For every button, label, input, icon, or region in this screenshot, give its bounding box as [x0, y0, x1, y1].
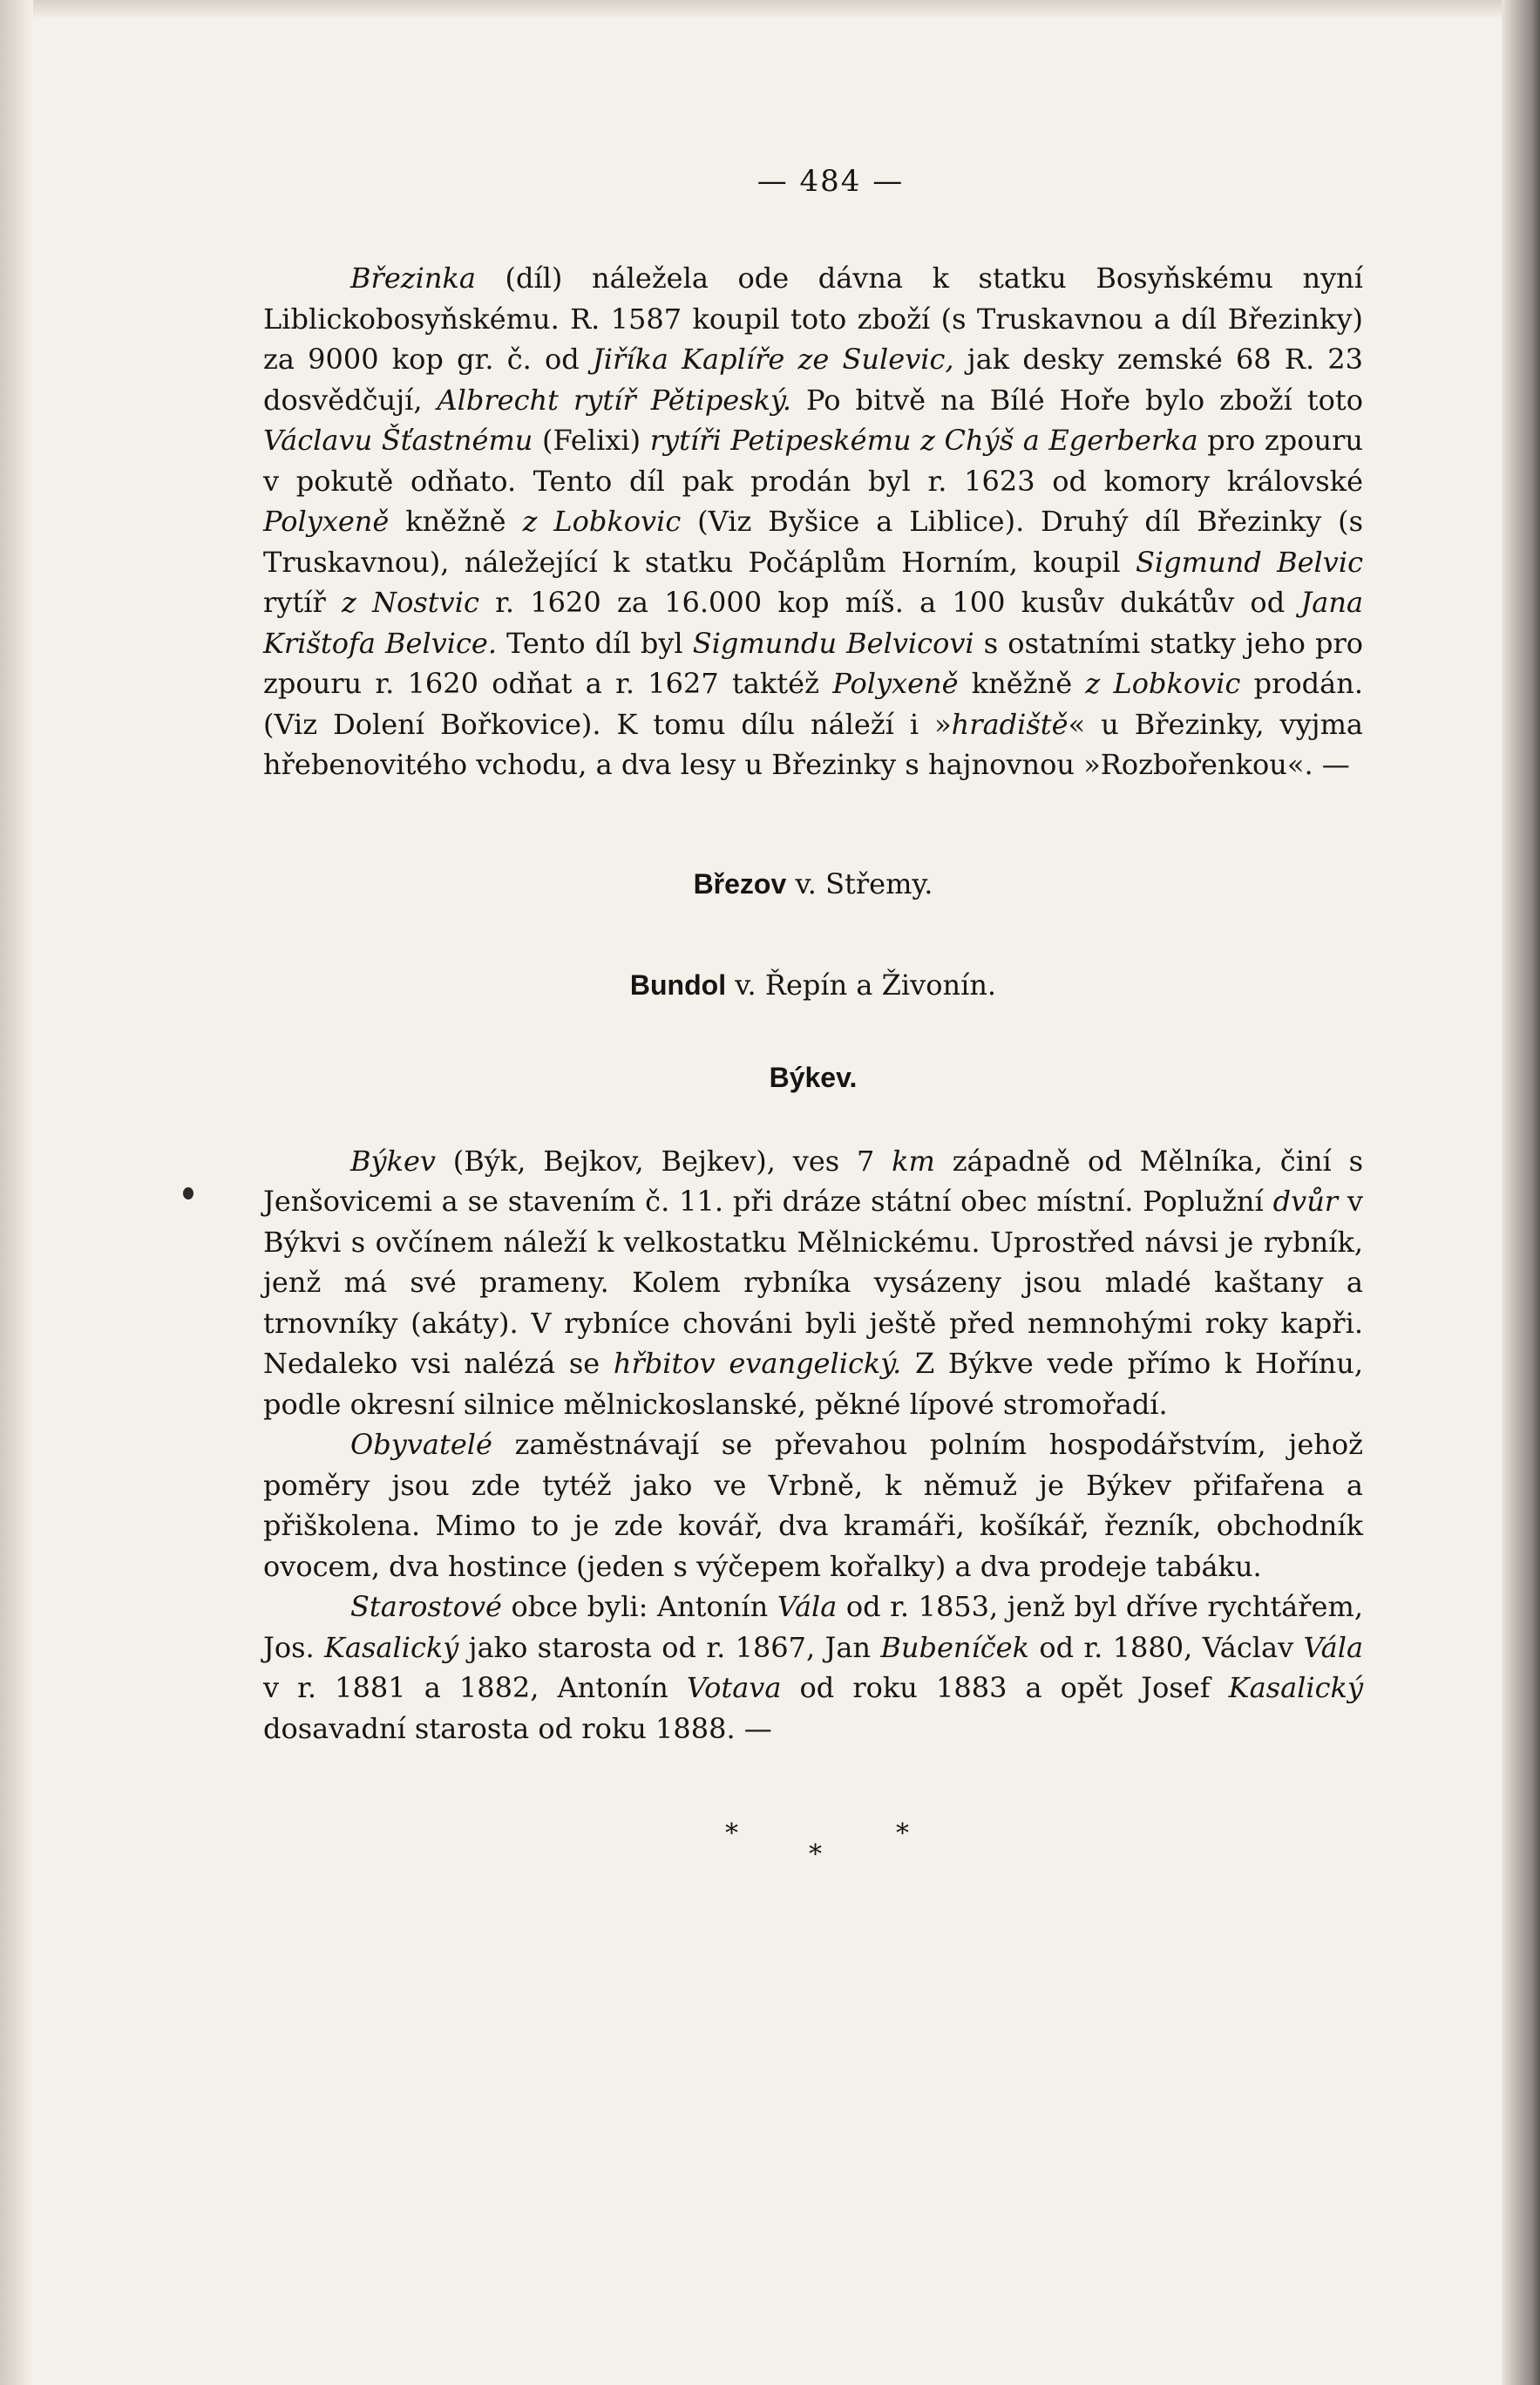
paragraph-obyvatele [263, 1424, 1363, 1587]
section-separator [263, 1818, 1363, 1879]
body-text: od roku 1883 a opět Josef [781, 1671, 1229, 1704]
italic-text: z Lobkovic [1085, 667, 1241, 700]
italic-text: Býkev [350, 1144, 436, 1178]
body-text: (Býk, Bejkov, Bejkev), ves 7 [436, 1144, 892, 1178]
italic-text: Jiříka Kaplíře ze Sulevic, [592, 343, 954, 376]
body-text: prodán. (Viz Dolení Bořkovice). K tomu dílu náleží i » [263, 667, 1364, 741]
body-text: (Felixi) [533, 424, 650, 457]
body-text: (Viz Byšice a Liblice). Druhý díl Březinky (s Truskavnou), náležející k statku Počáplům Horním, koupil [263, 505, 1364, 579]
heading-bykev [263, 1057, 1363, 1097]
body-text: obce byli: Antonín [501, 1590, 777, 1623]
italic-text: Vála [1303, 1630, 1364, 1664]
body-text: jak desky zemské 68 R. 23 dosvědčují, [263, 343, 1364, 417]
text-block [263, 157, 1363, 1879]
heading-bundol-title: Bundol [629, 968, 727, 1001]
body-text: kněžně [958, 667, 1086, 700]
body-text: Po bitvě na Bílé Hoře bylo zboží toto [791, 383, 1364, 417]
body-text: (díl) náležela ode dávna k statku Bosyňskému nyní Liblickobosyňskému. R. 1587 koupil toto zboží (s Truskavnou a díl Březinky) za 9000 kop gr. č. od [263, 262, 1363, 376]
body-text: jako starosta od r. 1867, Jan [458, 1630, 881, 1664]
paragraph-starostove [263, 1587, 1363, 1749]
body-text: r. 1620 za 16.000 kop míš. a 100 kusův dukátův od [478, 586, 1301, 619]
body-text: Z Býkve vede přímo k Hořínu, podle okresní silnice mělnickoslanské, pěkné lípové stromořadí. [263, 1347, 1364, 1421]
italic-text: rytíři Petipeskému z Chýš a Egerberka [649, 424, 1198, 457]
heading-brezov [263, 864, 1363, 904]
italic-text: Polyxeně [263, 505, 390, 538]
body-text: v Býkvi s ovčínem náleží k velkostatku Mělnickému. Uprostřed návsi je rybník, jenž má své prameny. Kolem rybníka vysázeny jsou mladé kaštany a trnovníky (akáty). V rybníce chováni byli ještě před nemnohými roky kapři. Nedaleko vsi nalézá se [263, 1185, 1364, 1380]
paragraph-bykev [263, 1141, 1363, 1425]
italic-text: Starostové [350, 1590, 502, 1623]
italic-text: Obyvatelé [350, 1428, 492, 1461]
heading-bundol [263, 965, 1363, 1005]
italic-text: Albrecht rytíř Pětipeský. [437, 383, 792, 417]
body-text: dosavadní starosta od roku 1888. — [263, 1711, 772, 1745]
separator-star: * [809, 1839, 822, 1870]
heading-brezov-ref: v. Střemy. [786, 866, 933, 900]
page-number: — 484 — [756, 164, 905, 199]
body-text: s ostatními statky jeho pro zpouru r. 1620 odňat a r. 1627 taktéž [263, 626, 1364, 700]
italic-text: Václavu Šťastnému [263, 424, 533, 457]
body-text: pro zpouru v pokutě odňato. Tento díl pak prodán byl r. 1623 od komory královské [263, 424, 1364, 498]
italic-text: z Lobkovic [522, 505, 682, 538]
italic-text: Kasalický [324, 1630, 459, 1664]
page-top-edge [0, 0, 1540, 19]
italic-text: hřbitov evangelický. [613, 1347, 902, 1380]
italic-text: Polyxeně [832, 667, 959, 700]
italic-text: Jana Krištofa Belvice. [263, 586, 1364, 660]
heading-bundol-ref: v. Řepín a Živonín. [726, 968, 997, 1002]
italic-text: dvůr [1272, 1185, 1339, 1218]
paragraph-brezinka [263, 258, 1363, 785]
heading-bykev-title: Býkev. [769, 1061, 858, 1093]
body-text: Tento díl byl [497, 626, 693, 660]
italic-text: Sigmund Belvic [1136, 545, 1364, 579]
body-text: « u Březinky, vyjma hřebenovitého vchodu, a dva lesy u Březinky s hajnovnou »Rozbořenkou«. — [263, 707, 1364, 781]
body-text: kněžně [389, 505, 523, 538]
body-text: západně od Mělníka, činí s Jenšovicemi a se stavením č. 11. při dráze státní obec místní. Poplužní [263, 1144, 1364, 1218]
italic-text: Sigmundu Belvicovi [692, 626, 974, 660]
margin-mark [183, 1187, 193, 1199]
body-text: od r. 1853, jenž byl dříve rychtářem, Jos. [263, 1590, 1363, 1664]
italic-text: Kasalický [1228, 1671, 1364, 1704]
heading-brezov-title: Březov [693, 867, 787, 900]
page-left-edge [0, 0, 33, 2385]
italic-text: hradiště [951, 707, 1069, 741]
italic-text: km [892, 1144, 935, 1178]
body-text: zaměstnávají se převahou polním hospodářstvím, jehož poměry jsou zde tytéž jako ve Vrbně, k němuž je Býkev přifařena a přiškolena. Mimo to je zde kovář, dva kramáři, košíkář, řezník, obchodník ovocem, dva hostince (jeden s výčepem kořalky) a dva prodeje tabáku. [263, 1428, 1363, 1583]
body-text: v r. 1881 a 1882, Antonín [263, 1671, 687, 1704]
separator-star: * [725, 1818, 738, 1849]
italic-text: Votava [686, 1671, 782, 1704]
page-right-edge [1502, 0, 1540, 2385]
italic-text: Bubeníček [880, 1630, 1029, 1664]
body-text: rytíř [263, 586, 342, 619]
italic-text: Vála [777, 1590, 838, 1623]
separator-star: * [896, 1818, 909, 1849]
italic-text: Březinka [350, 262, 476, 295]
body-text: od r. 1880, Václav [1029, 1630, 1304, 1664]
italic-text: z Nostvic [342, 586, 479, 619]
